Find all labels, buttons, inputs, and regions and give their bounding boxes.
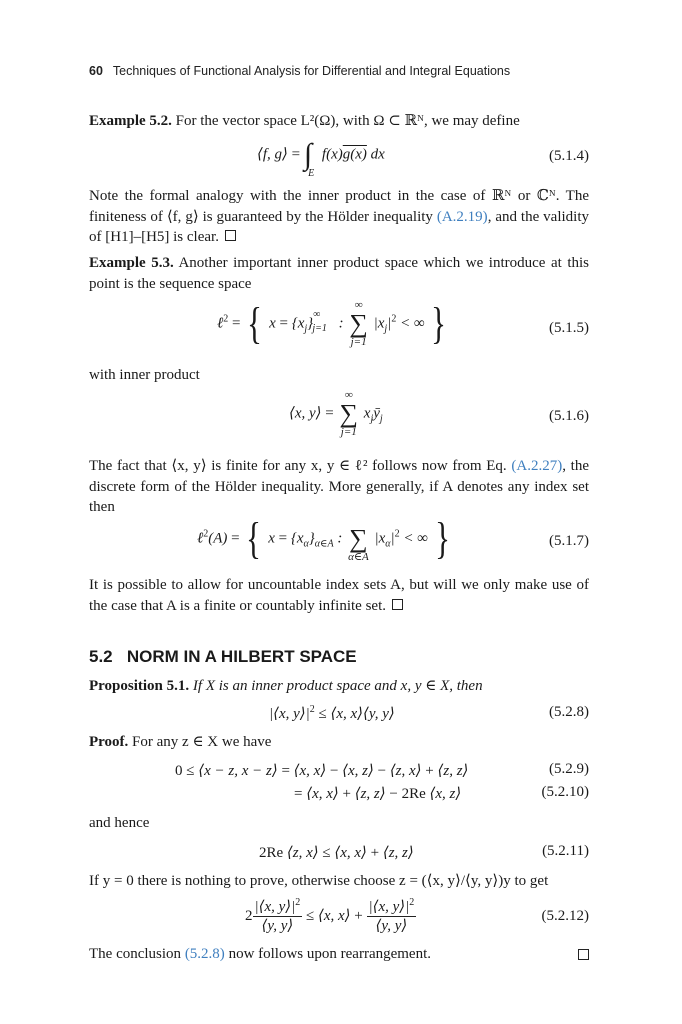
equation-number: (5.1.6): [549, 408, 589, 424]
and-hence-text: and hence: [89, 815, 150, 831]
section-title: NORM IN A HILBERT SPACE: [126, 647, 357, 666]
equation-5-1-5: ℓ$^2$ = { $x = \{x_j\}^\infty_{j=1}$ : ∞ ∑ j=1 $|x_j|^2$ < ∞ } (5.1.5): [217, 299, 589, 348]
equation-number: (5.2.8): [549, 704, 589, 720]
proposition-5-1: [89, 676, 589, 697]
equation-5-1-4: ⟨f, g⟩ = $\int_E$ f(x)g(x) dx (5.1.4): [257, 138, 589, 180]
equation-5-2-9: 0 ≤ ⟨x − z, x − z⟩ = ⟨x, x⟩ − ⟨x, z⟩ − ⟨z, x⟩ + ⟨z, z⟩ (5.2.9): [175, 761, 589, 779]
equation-5-2-11: 2Re ⟨z, x⟩ ≤ ⟨x, x⟩ + ⟨z, z⟩ (5.2.11): [259, 843, 589, 861]
example-label: Example 5.3.: [89, 255, 174, 271]
with-inner-product-text: with inner product: [89, 367, 200, 383]
equation-5-2-8: |⟨x, $y⟩|^2$ ≤ ⟨x, x⟩⟨y, y⟩ (5.2.8): [269, 704, 589, 722]
end-square-icon: [392, 599, 403, 610]
ref-link[interactable]: (A.2.19): [436, 208, 488, 225]
example-text: For the vector space L²(Ω), with Ω ⊂ ℝᴺ, we may define: [175, 113, 520, 129]
example-5-2-intro: [89, 111, 589, 132]
ref-link[interactable]: (A.2.27): [511, 458, 563, 474]
proposition-label: Proposition 5.1.: [89, 678, 190, 694]
example-5-3-intro: Example 5.3. Another important inner product space which we introduce at this point is the sequence space: [89, 255, 590, 292]
section-number: 5.2: [89, 647, 113, 666]
running-head: [89, 64, 589, 78]
section-heading: [89, 647, 357, 667]
page-number: 60: [89, 64, 103, 78]
proposition-statement: If X is an inner product space and x, y ∈ X, then: [192, 678, 483, 694]
equation-5-1-7: ℓ$^2$(A) = { $x = \{x_\alpha\}_{\alpha\in A}$ : ∑ α∈A $|x_\alpha|^2$ < ∞ } (5.1.7): [197, 514, 589, 563]
equation-number: (5.1.4): [549, 148, 589, 164]
example-5-2-after: Note the formal analogy with the inner product in the case of ℝᴺ or ℂᴺ. The finiteness of ⟨f, g⟩ is guaranteed by the Hölder inequality (A.2.19), and the validity of [H1]–[H5] is clear.: [89, 188, 589, 245]
example-label: Example 5.2.: [89, 113, 172, 129]
end-square-icon: [225, 230, 236, 241]
ref-link[interactable]: (5.2.8): [184, 946, 225, 962]
example-5-3-closing: It is possible to allow for uncountable index sets A, but will we only make use of the case that A is a finite or countably infinite set.: [89, 577, 589, 614]
proof-choose-text: If y = 0 there is nothing to prove, otherwise choose z = (⟨x, y⟩/⟨y, y⟩)y to get: [89, 873, 549, 889]
equation-5-1-6: ⟨x, y⟩ = ∞ ∑ j=1 $x_jȳ_j$ (5.1.6): [289, 389, 589, 438]
equation-number: (5.1.5): [549, 320, 589, 336]
proof-intro: Proof. For any z ∈ X we have: [89, 734, 272, 750]
proof-label: Proof.: [89, 734, 129, 750]
equation-number: (5.2.11): [542, 843, 589, 859]
equation-number: (5.2.12): [541, 908, 589, 924]
example-5-3-fact: The fact that ⟨x, y⟩ is finite for any x, y ∈ ℓ² follows now from Eq. (A.2.27), the discrete form of the Hölder inequality. More generally, if A denotes any index set then: [89, 458, 589, 515]
equation-number: (5.1.7): [549, 533, 589, 549]
equation-5-2-12: 2 $\frac{|⟨x, y⟩|^2}{⟨y, y⟩}$ ≤ ⟨x, x⟩ + $\frac{|⟨x, y⟩|^2}{⟨y, y⟩}$ (5.2.12): [245, 897, 589, 934]
proof-conclusion: The conclusion (5.2.8) now follows upon rearrangement.: [89, 946, 432, 962]
running-title: Techniques of Functional Analysis for Differential and Integral Equations: [112, 64, 511, 78]
equation-5-2-10: = ⟨x, x⟩ + ⟨z, z⟩ − 2Re ⟨x, z⟩ (5.2.10): [294, 784, 589, 802]
equation-number: (5.2.10): [541, 784, 589, 800]
equation-number: (5.2.9): [549, 761, 589, 777]
qed-square-icon: [578, 949, 589, 960]
